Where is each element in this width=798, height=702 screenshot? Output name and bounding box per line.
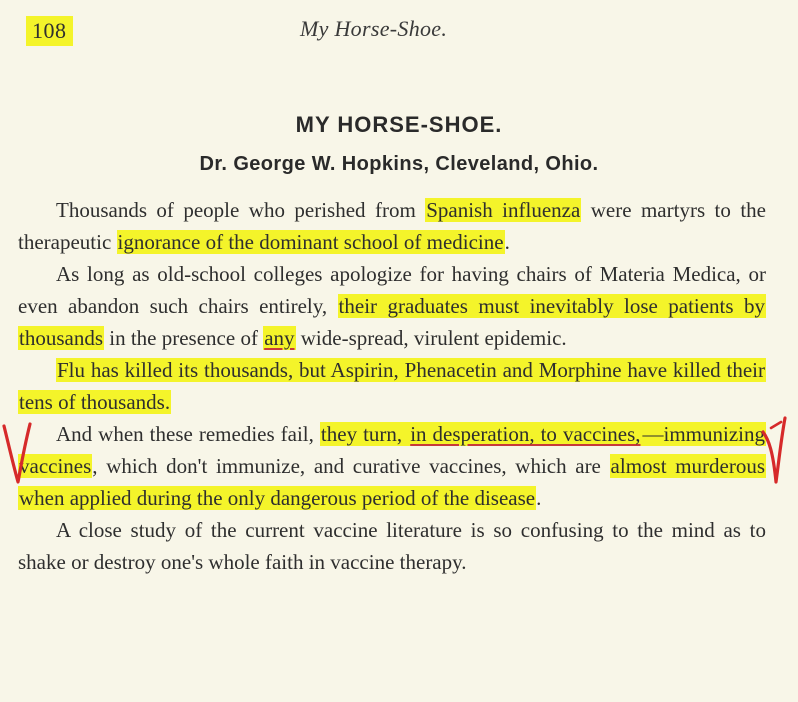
highlighted-text: —immunizing vaccines: [19, 422, 765, 478]
left-checkmark-annotation: [0, 418, 36, 486]
article-title: MY HORSE-SHOE.: [295, 112, 503, 137]
text-segment: .: [504, 230, 510, 254]
article-body: [18, 194, 766, 578]
right-checkmark-annotation: [757, 414, 797, 486]
paragraph-5: [18, 514, 766, 578]
page-number: 108: [26, 16, 73, 46]
paragraph-2: [18, 258, 766, 354]
paragraph-3: [18, 354, 766, 418]
highlighted-text: almost murderous when applied during the only dangerous period of the disease: [19, 454, 766, 510]
highlighted-text: ignorance of the dominant school of medicine: [117, 230, 504, 254]
underlined-highlighted-text: any: [264, 326, 295, 350]
underlined-highlighted-text: in desperation, to vaccines,: [410, 422, 641, 446]
paragraph-4: [18, 418, 766, 514]
text-segment: .: [536, 486, 542, 510]
paragraph-1: [18, 194, 766, 258]
highlighted-text: they turn,: [320, 422, 409, 446]
text-segment: A close study of the current vaccine literature is so confusing to the mind as to shake or destroy one's whole faith in vaccine therapy.: [18, 518, 766, 574]
text-segment: were martyrs to the therapeutic: [18, 198, 766, 254]
text-segment: in the presence of: [104, 326, 264, 350]
running-title: My Horse-Shoe.: [300, 16, 448, 41]
article-author: Dr. George W. Hopkins, Cleveland, Ohio.: [199, 153, 599, 175]
highlighted-text: Flu has killed its thousands, but Aspirin, Phenacetin and Morphine have killed their tens of thousands.: [19, 358, 765, 414]
text-segment: , which don't immunize, and curative vaccines, which are: [92, 454, 610, 478]
text-segment: As long as old-school colleges apologize for having chairs of Materia Medica, or even abandon such chairs entirely,: [18, 262, 766, 318]
text-segment: wide-spread, virulent epidemic.: [295, 326, 567, 350]
text-segment: Thousands of people who perished from: [56, 198, 426, 222]
highlighted-text: Spanish influenza: [426, 198, 581, 222]
text-segment: And when these remedies fail,: [56, 422, 320, 446]
highlighted-text: their graduates must inevitably lose patients by thousands: [19, 294, 765, 350]
